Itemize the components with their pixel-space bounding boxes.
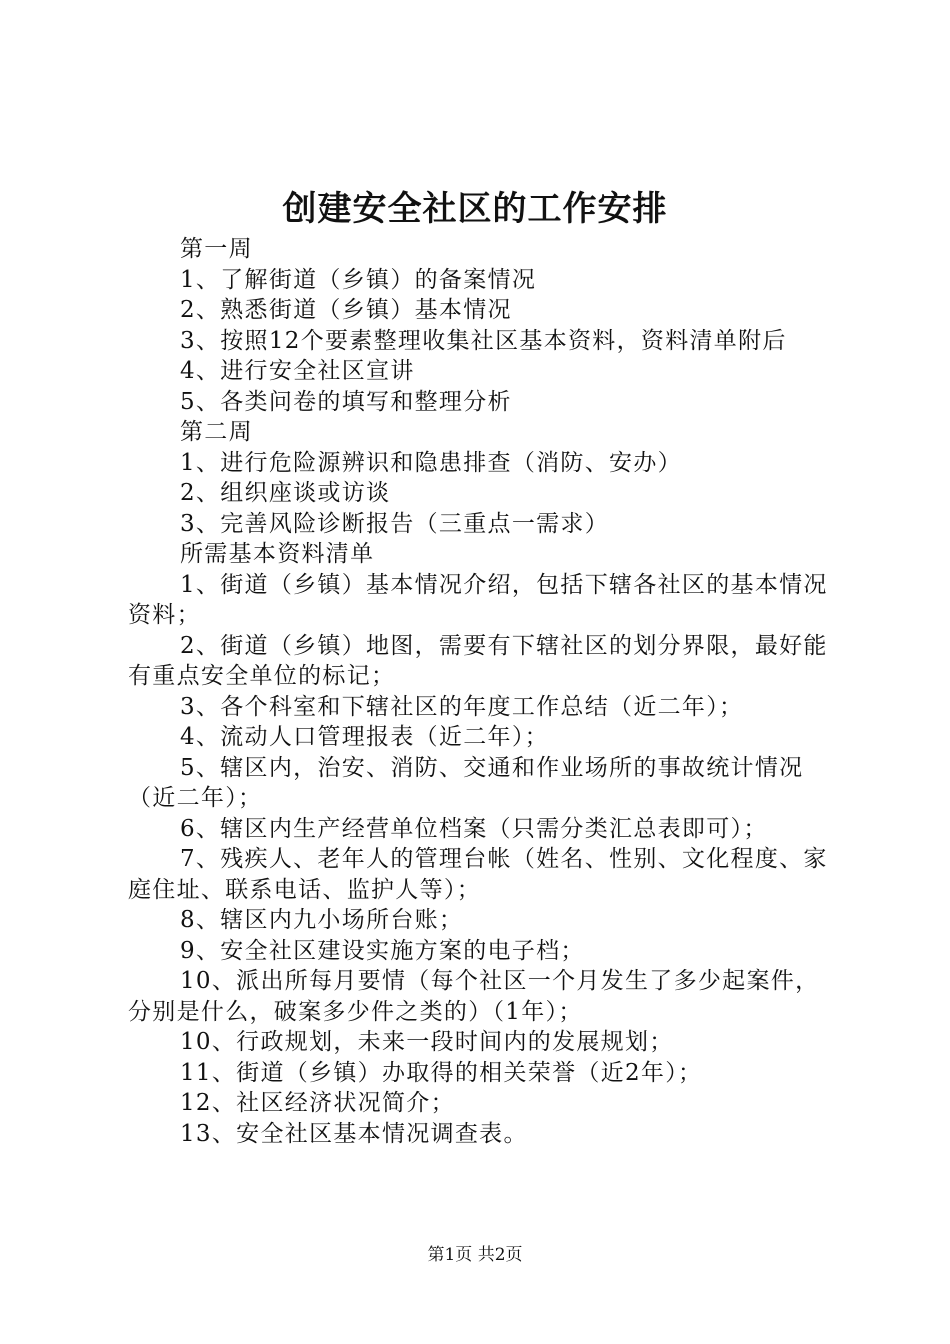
paragraph-material-11: 11、街道（乡镇）办取得的相关荣誉（近2年）； bbox=[180, 1059, 703, 1086]
paragraph-material-12: 12、社区经济状况简介； bbox=[180, 1090, 455, 1116]
page-footer: 第1页 共2页 bbox=[427, 1245, 523, 1265]
paragraph-material-4: 4、流动人口管理报表（近二年）； bbox=[180, 724, 549, 750]
paragraph-week-1-item-5: 5、各类问卷的填写和整理分析 bbox=[180, 388, 512, 415]
paragraph-week-2-item-3: 3、完善风险诊断报告（三重点一需求） bbox=[180, 510, 610, 537]
paragraph-week-1-item-4: 4、进行安全社区宣讲 bbox=[180, 358, 415, 384]
paragraph-week-2-heading: 第二周 bbox=[180, 419, 253, 445]
paragraph-material-3: 3、各个科室和下辖社区的年度工作总结（近二年）； bbox=[180, 693, 744, 720]
paragraph-material-7: 7、残疾人、老年人的管理台帐（姓名、性别、文化程度、家庭住址、联系电话、监护人等）； bbox=[128, 846, 828, 903]
document-title: 创建安全社区的工作安排 bbox=[282, 189, 668, 229]
paragraph-material-5: 5、辖区内，治安、消防、交通和作业场所的事故统计情况（近二年）； bbox=[128, 754, 804, 811]
document-body bbox=[128, 234, 840, 1149]
paragraph-week-1-item-3: 3、按照12个要素整理收集社区基本资料，资料清单附后 bbox=[180, 327, 787, 354]
paragraph-material-9: 9、安全社区建设实施方案的电子档； bbox=[180, 937, 585, 964]
paragraph-material-10a: 10、派出所每月要情（每个社区一个月发生了多少起案件，分别是什么，破案多少件之类的）（1年）； bbox=[128, 968, 820, 1025]
paragraph-materials-heading: 所需基本资料清单 bbox=[180, 541, 375, 567]
paragraph-week-2-item-1: 1、进行危险源辨识和隐患排查（消防、安办） bbox=[180, 449, 682, 476]
paragraph-material-8: 8、辖区内九小场所台账； bbox=[180, 907, 464, 933]
paragraph-material-1: 1、街道（乡镇）基本情况介绍，包括下辖各社区的基本情况资料； bbox=[128, 571, 828, 628]
paragraph-material-13: 13、安全社区基本情况调查表。 bbox=[180, 1120, 528, 1147]
paragraph-week-1-item-1: 1、了解街道（乡镇）的备案情况 bbox=[180, 266, 537, 293]
paragraph-week-1-item-2: 2、熟悉街道（乡镇）基本情况 bbox=[180, 297, 512, 323]
paragraph-material-6: 6、辖区内生产经营单位档案（只需分类汇总表即可）； bbox=[180, 815, 768, 842]
paragraph-material-10b: 10、行政规划，未来一段时间内的发展规划； bbox=[180, 1029, 674, 1055]
paragraph-week-2-item-2: 2、组织座谈或访谈 bbox=[180, 480, 391, 506]
paragraph-material-2: 2、街道（乡镇）地图，需要有下辖社区的划分界限，最好能有重点安全单位的标记； bbox=[128, 632, 828, 689]
paragraph-week-1-heading: 第一周 bbox=[180, 236, 253, 262]
